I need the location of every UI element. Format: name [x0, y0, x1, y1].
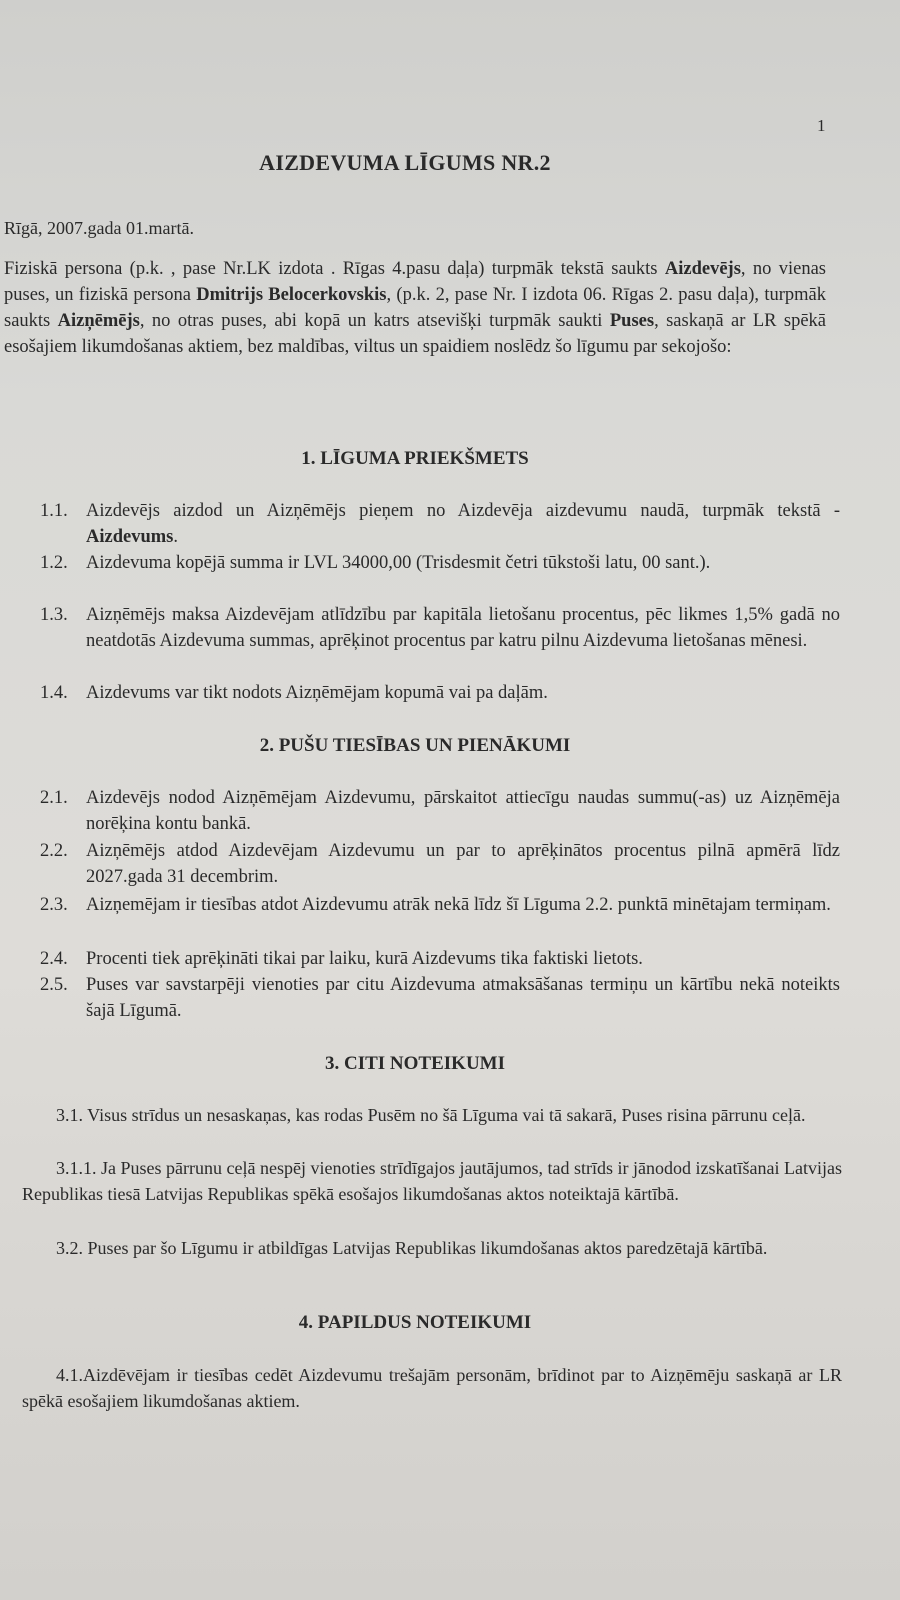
- clause-item: [40, 892, 840, 918]
- defined-term: Aizdevums: [86, 527, 174, 547]
- clause-item: [40, 680, 840, 706]
- clause-text-part: .: [173, 527, 178, 547]
- document-title: AIZDEVUMA LĪGUMS NR.2: [259, 150, 551, 175]
- parties-term: Puses: [609, 311, 655, 331]
- clause-text: Puses var savstarpēji vienoties par citu Aizdevuma atmaksāšanas termiņu un kārtību nekā noteikts šajā Līgumā.: [86, 975, 840, 1021]
- section-heading: 4. PAPILDUS NOTEIKUMI: [298, 1312, 532, 1333]
- place-date: Rīgā, 2007.gada 01.martā.: [4, 218, 194, 238]
- clause-item: [40, 838, 840, 890]
- intro-paragraph: [4, 256, 826, 360]
- clause-paragraph: 3.1. Visus strīdus un nesaskaņas, kas rodas Pusēm no šā Līguma vai tā sakarā, Puses risina pārrunu ceļā.: [56, 1105, 806, 1125]
- clause-number: 1.1.: [40, 501, 68, 521]
- section-heading: 3. CITI NOTEIKUMI: [325, 1053, 505, 1074]
- clause-text: Aizdevums var tikt nodots Aizņēmējam kopumā vai pa daļām.: [86, 683, 548, 703]
- section-heading: 2. PUŠU TIESĪBAS UN PIENĀKUMI: [259, 735, 571, 756]
- clause-item: [40, 946, 840, 972]
- clause-text-part: Aizdevējs aizdod un Aizņēmējs pieņem no Aizdevēja aizdevumu naudā, turpmāk tekstā -: [86, 501, 840, 521]
- clause-number: 2.2.: [40, 841, 68, 861]
- clause-text: [86, 498, 840, 550]
- intro-text: Fiziskā persona (p.k. , pase Nr.LK izdota . Rīgas 4.pasu daļa) turpmāk tekstā saukts: [4, 259, 665, 279]
- clause-number: 2.3.: [40, 895, 68, 915]
- clause-paragraph: 4.1.Aizdēvējam ir tiesības cedēt Aizdevumu trešajām personām, brīdinot par to Aizņēmēju saskaņā ar LR spēkā esošajiem likumdošanas aktiem.: [22, 1365, 842, 1411]
- clause-text: Procenti tiek aprēķināti tikai par laiku, kurā Aizdevums tika faktiski lietots.: [86, 949, 643, 969]
- lender-term: Aizdevējs: [664, 259, 741, 279]
- clause-number: 2.5.: [40, 975, 68, 995]
- clause-item: [40, 972, 840, 1024]
- intro-text: , no vienas puses, un fiziskā persona: [4, 259, 826, 305]
- intro-text: , (p.k. 2, pase Nr. I izdota 06. Rīgas 2. pasu daļa), turpmāk saukts: [4, 285, 826, 331]
- clause-item: [40, 498, 840, 550]
- clause-number: 1.4.: [40, 683, 68, 703]
- clause-number: 1.3.: [40, 605, 68, 625]
- page-number: 1: [817, 116, 826, 135]
- borrower-person-name: Dmitrijs Belocerkovskis: [196, 285, 387, 305]
- intro-text: , saskaņā ar LR spēkā esošajiem likumdošanas aktiem, bez maldības, viltus un spaidiem noslēdz šo līgumu par sekojošo:: [4, 311, 827, 357]
- borrower-term: Aizņēmējs: [57, 311, 140, 331]
- section-heading: 1. LĪGUMA PRIEKŠMETS: [301, 448, 529, 469]
- clause-number: 2.4.: [40, 949, 68, 969]
- clause-text: Aizdevuma kopējā summa ir LVL 34000,00 (Trisdesmit četri tūkstoši latu, 00 sant.).: [86, 553, 711, 573]
- clause-item: [40, 550, 840, 576]
- clause-number: 2.1.: [40, 788, 68, 808]
- clause-item: [40, 602, 840, 654]
- clause-paragraph: 3.1.1. Ja Puses pārrunu ceļā nespēj vienoties strīdīgajos jautājumos, tad strīds ir jānodod izskatīšanai Latvijas Republikas tiesā Latvijas Republikas spēkā esošajos likumdošanas aktos noteiktajā kārtībā.: [22, 1158, 842, 1204]
- clause-text: Aizņēmējs maksa Aizdevējam atlīdzību par kapitāla lietošanu procentus, pēc likmes 1,5% gadā no neatdotās Aizdevuma summas, aprēķinot procentus par katru pilnu Aizdevuma lietošanas mēnesi.: [86, 605, 840, 651]
- intro-text: , no otras puses, abi kopā un katrs atsevišķi turpmāk saukti: [139, 311, 610, 331]
- clause-text: Aizdevējs nodod Aizņēmējam Aizdevumu, pārskaitot attiecīgu naudas summu(-as) uz Aizņēmēja norēķina kontu bankā.: [86, 788, 840, 834]
- clause-item: [40, 785, 840, 837]
- clause-number: 1.2.: [40, 553, 68, 573]
- clause-text: Aizņēmējs atdod Aizdevējam Aizdevumu un par to aprēķinātos procentus pilnā apmērā līdz 2027.gada 31 decembrim.: [86, 841, 840, 887]
- clause-text: Aizņemējam ir tiesības atdot Aizdevumu atrāk nekā līdz šī Līguma 2.2. punktā minētajam termiņam.: [86, 895, 831, 915]
- clause-paragraph: 3.2. Puses par šo Līgumu ir atbildīgas Latvijas Republikas likumdošanas aktos paredzētajā kārtībā.: [56, 1238, 768, 1258]
